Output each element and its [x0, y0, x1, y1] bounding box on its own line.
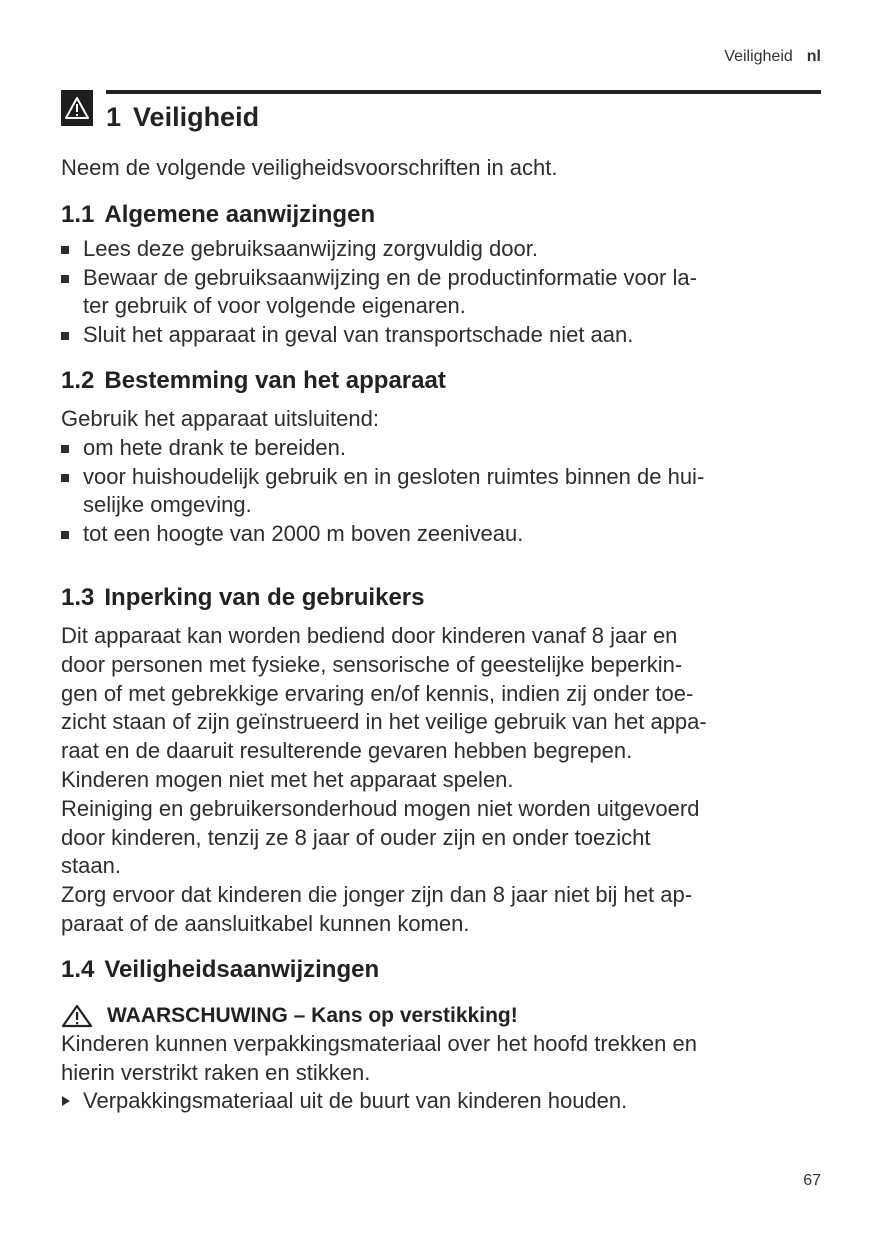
list-item: om hete drank te bereiden.	[61, 434, 821, 463]
section-heading-1-1	[61, 200, 821, 230]
section-number: 1.3	[61, 583, 95, 611]
section-intro: Gebruik het apparaat uitsluitend:	[61, 405, 379, 431]
square-bullet-icon	[61, 275, 69, 283]
chapter-title	[106, 99, 259, 135]
action-item: Verpakkingsmateriaal uit de buurt van kinderen houden.	[61, 1087, 821, 1116]
section-title: Bestemming van het apparaat	[104, 366, 446, 394]
square-bullet-icon	[61, 332, 69, 340]
square-bullet-icon	[61, 445, 69, 453]
warning-triangle-icon	[61, 90, 93, 126]
warning-title: WAARSCHUWING – Kans op verstikking!	[107, 1003, 518, 1027]
square-bullet-icon	[61, 531, 69, 539]
list-item: voor huishoudelijk gebruik en in gesloten ruimtes binnen de hui- selijke omgeving.	[61, 463, 821, 521]
chapter-number: 1	[106, 102, 122, 132]
section-title: Inperking van de gebruikers	[104, 583, 425, 611]
user-restrictions-text: Dit apparaat kan worden bediend door kinderen vanaf 8 jaar en door personen met fysieke, sensorische of geestelijke beperkin- gen of met gebrekkige ervaring en/of kennis, indien zij onder toe- zicht staan of zijn geïnstrueerd in het veilige gebruik van het appa- raat en de daaruit resulterende gevaren hebben begrepen. Kinderen mogen niet met het apparaat spelen. Reiniging en gebruikersonderhoud mogen niet worden uitgevoerd door kinderen, tenzij ze 8 jaar of ouder zijn en onder toezicht staan. Zorg ervoor dat kinderen die jonger zijn dan 8 jaar niet bij het ap- paraat of de aansluitkabel kunnen komen.	[61, 622, 707, 936]
warning-text: Kinderen kunnen verpakkingsmateriaal over het hoofd trekken en hierin verstrikt raken en stikken.	[61, 1030, 697, 1085]
list-item: tot een hoogte van 2000 m boven zeeniveau.	[61, 520, 821, 549]
chapter-intro: Neem de volgende veiligheidsvoorschriften in acht.	[61, 155, 558, 180]
chapter-title-text: Veiligheid	[133, 102, 260, 132]
square-bullet-icon	[61, 474, 69, 482]
intended-use-list	[61, 434, 821, 549]
section-heading-1-3	[61, 583, 821, 613]
section-number: 1.1	[61, 200, 95, 228]
section-title: Algemene aanwijzingen	[104, 200, 376, 228]
page-number: 67	[803, 1172, 821, 1189]
section-number: 1.4	[61, 955, 95, 983]
list-item: Bewaar de gebruiksaanwijzing en de productinformatie voor la- ter gebruik of voor volgende eigenaren.	[61, 264, 821, 322]
page-content	[61, 154, 821, 1116]
chapter-rule	[106, 90, 821, 94]
warning-heading	[61, 1002, 821, 1030]
arrow-right-icon	[62, 1096, 70, 1106]
section-title: Veiligheidsaanwijzingen	[104, 955, 380, 983]
chapter-warning-icon	[61, 90, 93, 126]
list-item: Sluit het apparaat in geval van transportschade niet aan.	[61, 321, 821, 350]
list-item: Lees deze gebruiksaanwijzing zorgvuldig door.	[61, 235, 821, 264]
running-header	[724, 48, 821, 66]
running-header-section: Veiligheid	[724, 48, 793, 65]
section-heading-1-2	[61, 366, 821, 396]
general-instructions-list	[61, 235, 821, 350]
running-header-language: nl	[806, 48, 821, 65]
warning-actions	[61, 1087, 821, 1116]
warning-triangle-icon	[61, 1004, 93, 1028]
square-bullet-icon	[61, 246, 69, 254]
section-heading-1-4	[61, 955, 821, 985]
section-number: 1.2	[61, 366, 95, 394]
